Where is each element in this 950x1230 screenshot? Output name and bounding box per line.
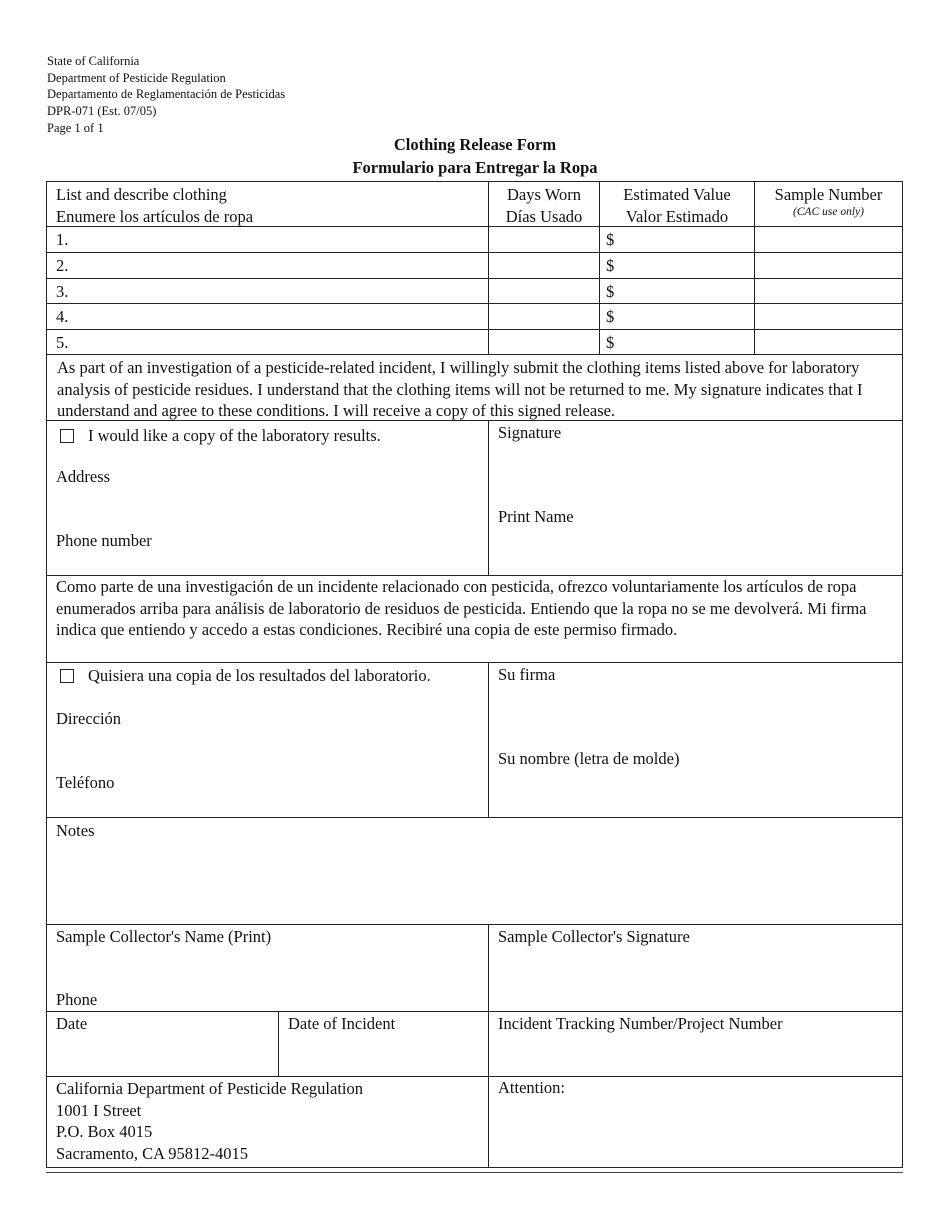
days-worn-cell-1[interactable] bbox=[488, 226, 600, 253]
col-header-clothing bbox=[46, 181, 489, 227]
date-label: Date bbox=[56, 1014, 88, 1033]
col-header-estimated-value-en: Estimated Value bbox=[623, 185, 731, 204]
spanish-consent-text: Como parte de una investigación de un incidente relacionado con pesticida, ofrezco voluntariamente los artículos de ropa enumerados arriba para análisis de laboratorio de residuos de pesticida. Entiendo que la ropa no se me devolverá. Mi firma indica que entiendo y accedo a estas condiciones. Recibiré una copia de este permiso firmado. bbox=[56, 577, 867, 640]
date-field[interactable] bbox=[46, 1011, 279, 1077]
english-copy-label: I would like a copy of the laboratory results. bbox=[88, 426, 381, 445]
header-page-number: Page 1 of 1 bbox=[47, 120, 104, 135]
header-form-number: DPR-071 (Est. 07/05) bbox=[47, 104, 157, 119]
clothing-row-3[interactable] bbox=[46, 278, 489, 304]
english-consent-statement bbox=[46, 354, 903, 421]
clothing-row-1[interactable] bbox=[46, 226, 489, 253]
mailing-address-line3: P.O. Box 4015 bbox=[56, 1122, 153, 1142]
bottom-rule-divider bbox=[46, 1172, 903, 1173]
spanish-signature-block bbox=[488, 662, 903, 818]
mailing-address-line4: Sacramento, CA 95812-4015 bbox=[56, 1143, 249, 1163]
english-copy-checkbox[interactable] bbox=[60, 429, 74, 443]
mailing-address-line2: 1001 I Street bbox=[56, 1100, 142, 1120]
value-cell-2[interactable] bbox=[599, 252, 755, 279]
english-address-label: Address bbox=[56, 467, 111, 486]
spanish-copy-label: Quisiera una copia de los resultados del laboratorio. bbox=[88, 666, 431, 685]
value-cell-4[interactable] bbox=[599, 303, 755, 330]
english-print-name-label: Print Name bbox=[498, 507, 574, 526]
header-department: Department of Pesticide Regulation bbox=[47, 70, 226, 85]
clothing-row-4[interactable] bbox=[46, 303, 489, 330]
currency-symbol: $ bbox=[606, 230, 615, 249]
col-header-days-worn-en: Days Worn bbox=[507, 185, 581, 204]
row-number: 3. bbox=[56, 282, 69, 301]
english-signature-label: Signature bbox=[498, 423, 562, 442]
header-state: State of California bbox=[47, 54, 140, 68]
agency-header bbox=[47, 53, 285, 137]
sample-number-cell-2[interactable] bbox=[754, 252, 903, 279]
tracking-number-field[interactable] bbox=[488, 1011, 903, 1077]
days-worn-cell-4[interactable] bbox=[488, 303, 600, 330]
spanish-address-label: Dirección bbox=[56, 709, 122, 728]
collector-name-block[interactable] bbox=[46, 924, 489, 1012]
value-cell-5[interactable] bbox=[599, 329, 755, 355]
col-header-sample-number bbox=[754, 181, 903, 227]
currency-symbol: $ bbox=[606, 333, 615, 352]
spanish-signature-label: Su firma bbox=[498, 665, 556, 684]
spanish-copy-checkbox[interactable] bbox=[60, 669, 74, 683]
english-contact-block bbox=[46, 420, 489, 576]
col-header-days-worn-es: Días Usado bbox=[505, 206, 583, 226]
collector-signature-block[interactable] bbox=[488, 924, 903, 1012]
english-consent-text: As part of an investigation of a pesticide-related incident, I willingly submit the clothing items listed above for laboratory analysis of pesticide residues. I understand that the clothing items will not be returned to me. My signature indicates that I understand and agree to these conditions. I will receive a copy of this signed release. bbox=[57, 358, 863, 421]
row-number: 5. bbox=[56, 333, 69, 352]
col-header-sample-number-en: Sample Number bbox=[774, 185, 883, 204]
form-title-es: Formulario para Entregar la Ropa bbox=[352, 158, 598, 177]
clothing-row-2[interactable] bbox=[46, 252, 489, 279]
row-number: 1. bbox=[56, 230, 69, 249]
col-header-clothing-es: Enumere los artículos de ropa bbox=[56, 206, 254, 226]
days-worn-cell-3[interactable] bbox=[488, 278, 600, 304]
days-worn-cell-2[interactable] bbox=[488, 252, 600, 279]
spanish-print-name-label: Su nombre (letra de molde) bbox=[498, 749, 680, 768]
days-worn-cell-5[interactable] bbox=[488, 329, 600, 355]
mailing-address-line1: California Department of Pesticide Regulation bbox=[56, 1079, 363, 1098]
english-phone-label: Phone number bbox=[56, 531, 152, 550]
clothing-row-5[interactable] bbox=[46, 329, 489, 355]
collector-signature-label: Sample Collector's Signature bbox=[498, 927, 690, 946]
row-number: 2. bbox=[56, 256, 69, 275]
value-cell-1[interactable] bbox=[599, 226, 755, 253]
sample-number-cell-4[interactable] bbox=[754, 303, 903, 330]
notes-field[interactable] bbox=[46, 817, 903, 925]
spanish-copy-option[interactable] bbox=[60, 665, 431, 687]
sample-number-cell-5[interactable] bbox=[754, 329, 903, 355]
sample-number-cell-1[interactable] bbox=[754, 226, 903, 253]
attention-block[interactable] bbox=[488, 1076, 903, 1168]
date-of-incident-field[interactable] bbox=[278, 1011, 489, 1077]
form-title: Clothing Release Form bbox=[393, 135, 557, 154]
col-header-clothing-en: List and describe clothing bbox=[56, 185, 227, 204]
currency-symbol: $ bbox=[606, 307, 615, 326]
collector-name-label: Sample Collector's Name (Print) bbox=[56, 927, 272, 946]
currency-symbol: $ bbox=[606, 256, 615, 275]
header-department-es: Departamento de Reglamentación de Pesticidas bbox=[47, 87, 286, 102]
col-header-days-worn bbox=[488, 181, 600, 227]
spanish-phone-label: Teléfono bbox=[56, 773, 115, 792]
spanish-consent-statement bbox=[46, 575, 903, 663]
date-of-incident-label: Date of Incident bbox=[288, 1014, 396, 1033]
row-number: 4. bbox=[56, 307, 69, 326]
collector-phone-label: Phone bbox=[56, 990, 98, 1009]
tracking-number-label: Incident Tracking Number/Project Number bbox=[498, 1014, 783, 1033]
currency-symbol: $ bbox=[606, 282, 615, 301]
spanish-contact-block bbox=[46, 662, 489, 818]
col-header-sample-number-note: (CAC use only) bbox=[793, 205, 864, 218]
mailing-address-block bbox=[46, 1076, 489, 1168]
notes-label: Notes bbox=[56, 821, 95, 840]
english-signature-block bbox=[488, 420, 903, 576]
sample-number-cell-3[interactable] bbox=[754, 278, 903, 304]
col-header-estimated-value-es: Valor Estimado bbox=[625, 206, 729, 226]
attention-label: Attention: bbox=[498, 1078, 565, 1097]
col-header-estimated-value bbox=[599, 181, 755, 227]
value-cell-3[interactable] bbox=[599, 278, 755, 304]
english-copy-option[interactable] bbox=[60, 425, 381, 447]
